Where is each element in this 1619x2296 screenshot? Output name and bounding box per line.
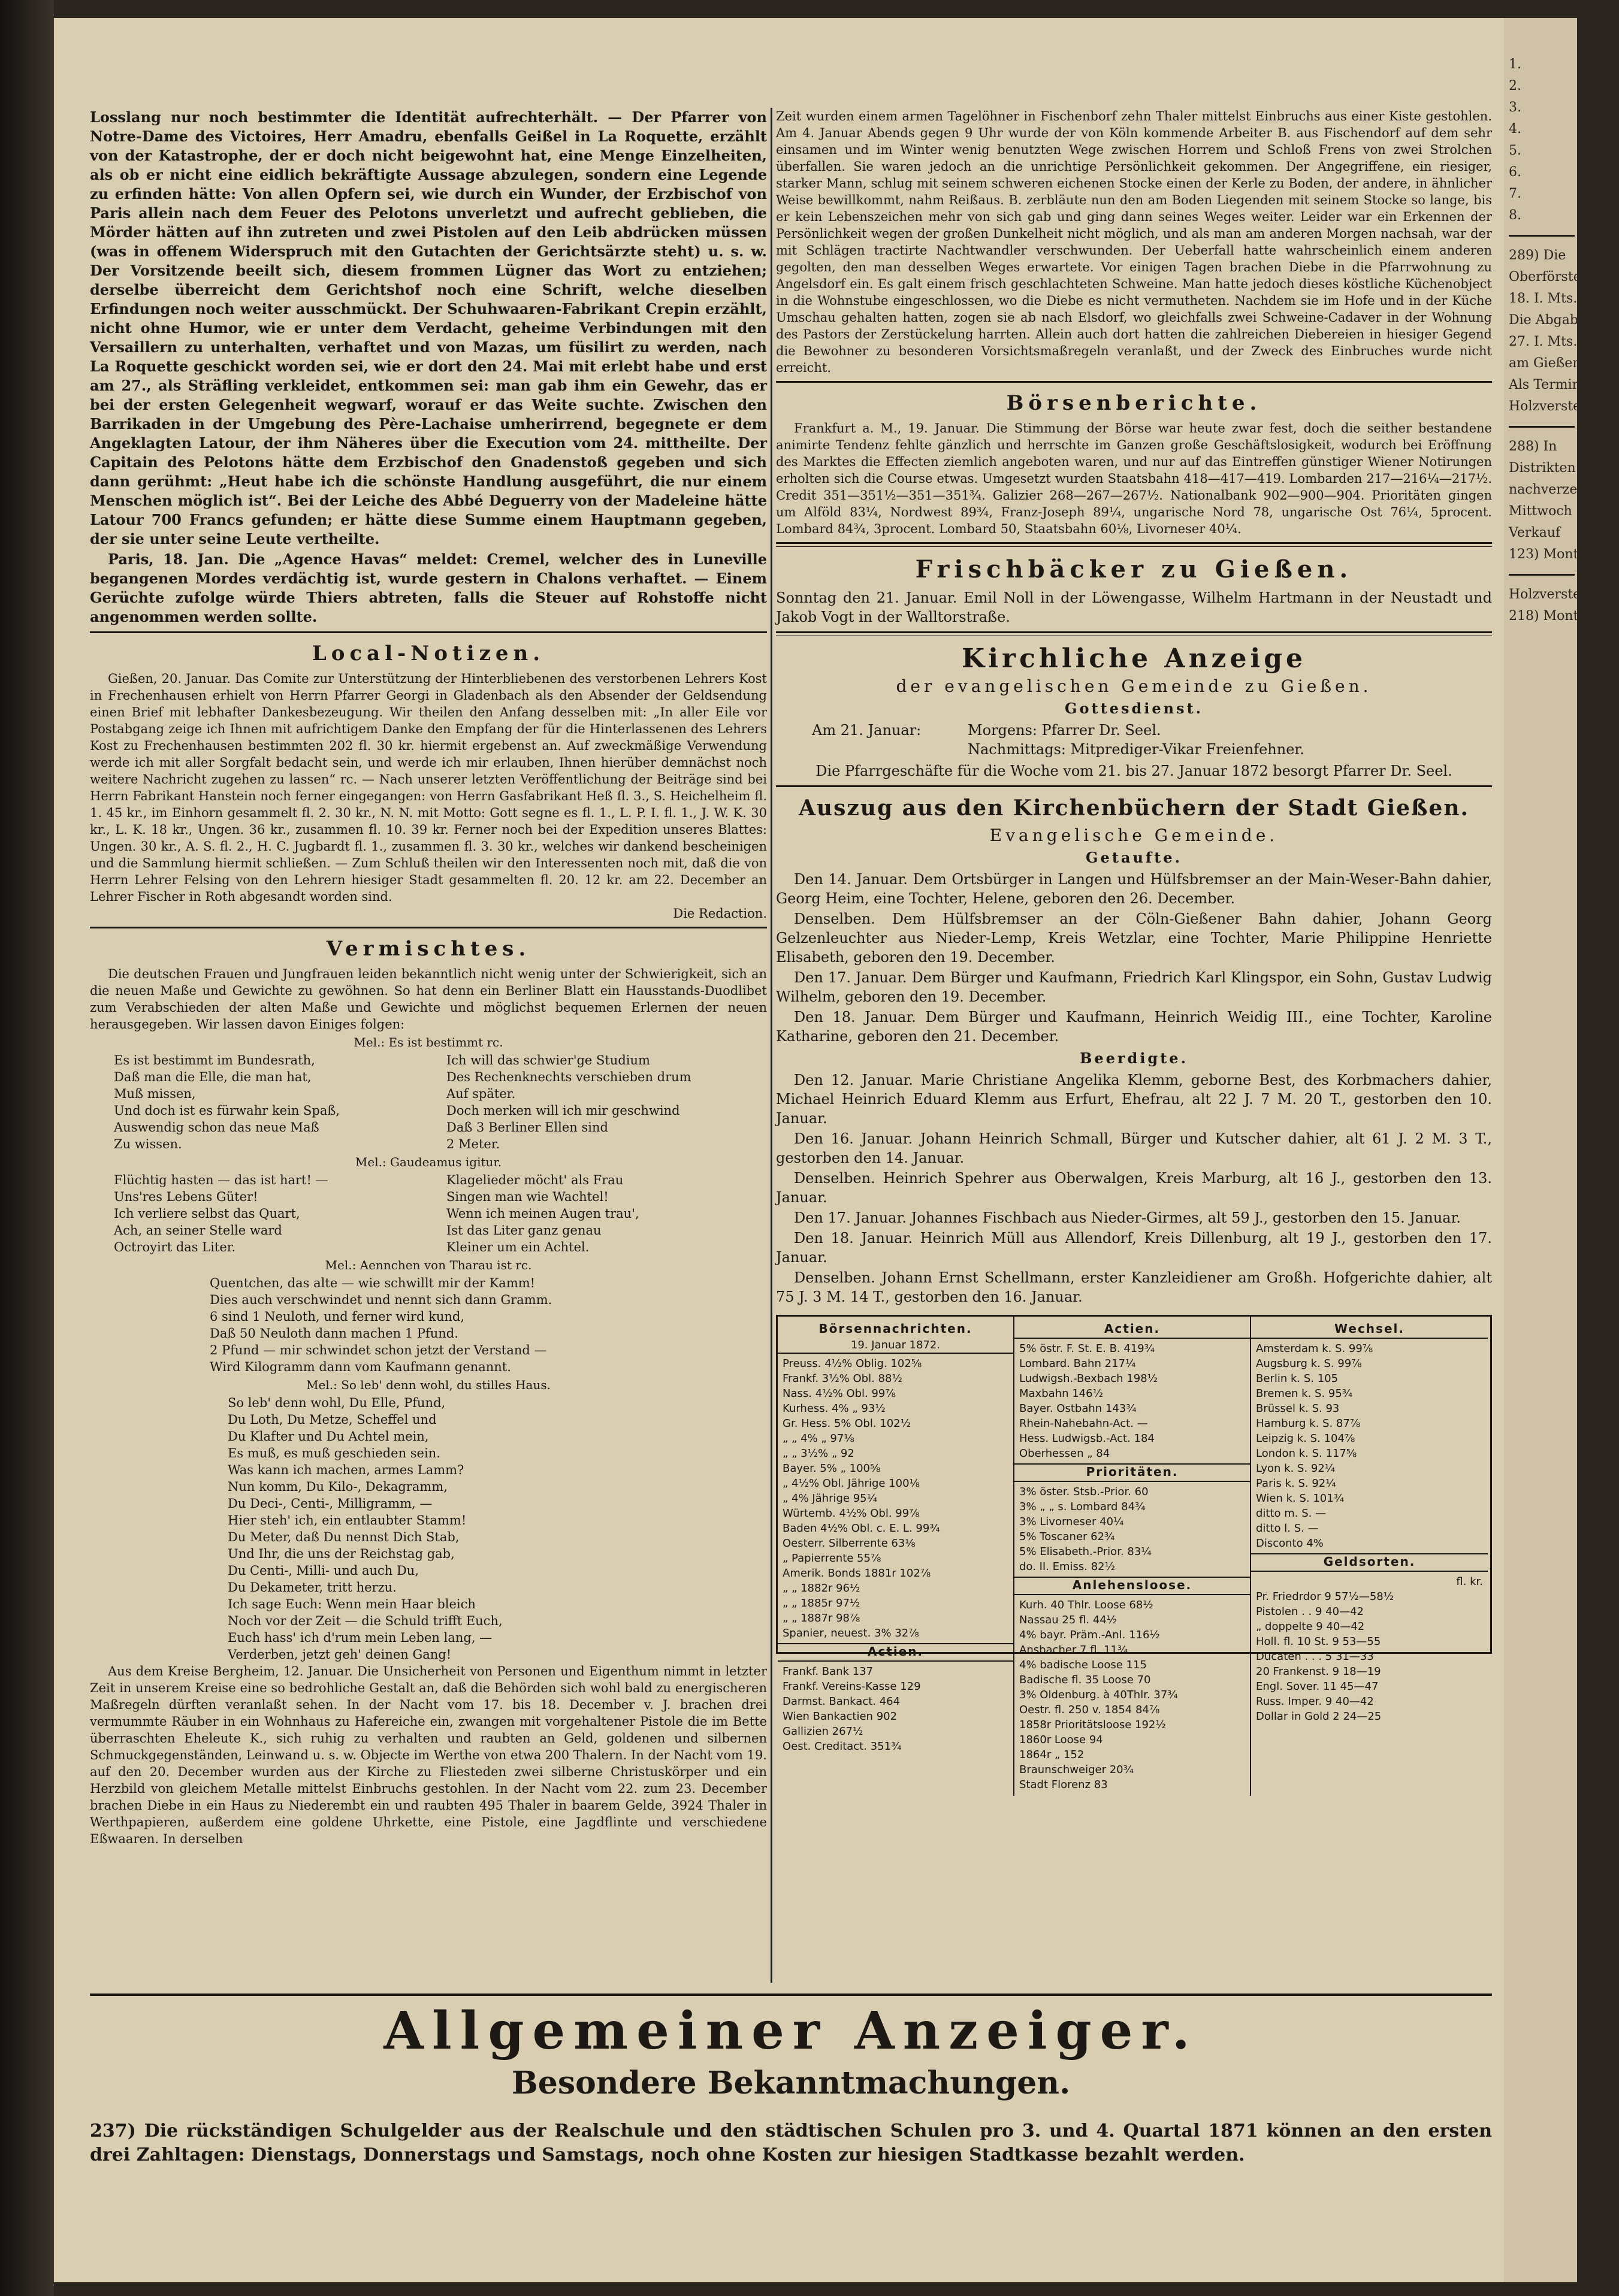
bond-quote: „ „ 1885r 97½ (783, 1597, 860, 1610)
bond-quote: Oesterr. Silberrente 63⅛ (783, 1537, 916, 1550)
priority-quote: do. II. Emiss. 82½ (1019, 1560, 1116, 1573)
railway-quote: Maxbahn 146½ (1019, 1387, 1104, 1400)
share-quote: Frankf. Bank 137 (783, 1665, 874, 1678)
bond-quote: „ 4% Jährige 95¼ (783, 1492, 878, 1505)
railway-quote: Hess. Ludwigsb.-Act. 184 (1019, 1432, 1155, 1445)
lottery-loan-quote: Nassau 25 fl. 44½ (1019, 1614, 1117, 1626)
church-notice-subtitle: der evangelischen Gemeinde zu Gießen. (896, 676, 1372, 696)
poem-line: Nun komm, Du Kilo-, Dekagramm, (228, 1480, 448, 1494)
lottery-loan-quote: Ansbacher 7 fl. 11¾ (1019, 1644, 1128, 1656)
edge-fragment: Holzversteig. (1509, 399, 1598, 414)
poem-line: Singen man wie Wachtel! (446, 1190, 609, 1204)
service-morning: Morgens: Pfarrer Dr. Seel. (968, 722, 1161, 739)
edge-fragment: 8. (1509, 208, 1521, 223)
local-news-heading: Local-Notizen. (312, 642, 545, 665)
church-registers-heading: Auszug aus den Kirchenbüchern der Stadt Gießen. (798, 795, 1470, 821)
bond-quote: „ 4½% Obl. Jährige 100⅛ (783, 1477, 920, 1490)
market-date: 19. Januar 1872. (778, 1338, 1013, 1354)
coin-rate: Dollar in Gold 2 24—25 (1256, 1710, 1382, 1723)
poem-line: Du Loth, Du Metze, Scheffel und (228, 1412, 437, 1427)
lottery-loan-quote: 4% badische Loose 115 (1019, 1659, 1147, 1671)
bakers-text: Sonntag den 21. Januar. Emil Noll in der Löwengasse, Wilhelm Hartmann in der Neustadt und Jakob Vogt in der Walltorstraße. (776, 589, 1492, 625)
baptism-entry: Denselben. Dem Hülfsbremser an der Cöln-Gießener Bahn dahier, Johann Georg Gelzenleuchter aus Nieder-Lemp, Kreis Wetzlar, eine Tochter, Marie Philippine Henriette Elisabeth, geboren den 19. December. (776, 910, 1492, 966)
poem-line: So leb' denn wohl, Du Elle, Pfund, (228, 1396, 446, 1410)
edge-fragment: 4. (1509, 122, 1521, 137)
lottery-loan-quote: 4% bayr. Präm.-Anl. 116½ (1019, 1629, 1160, 1641)
poem-line: Und Ihr, die uns der Reichstag gab, (228, 1547, 455, 1561)
market-table (776, 1315, 1492, 1791)
coin-rate: Engl. Sover. 11 45—47 (1256, 1680, 1379, 1693)
market-heading: Actien. (1014, 1321, 1250, 1339)
railway-quote: Lombard. Bahn 217¼ (1019, 1357, 1136, 1370)
exchange-rate: Disconto 4% (1256, 1537, 1324, 1550)
bond-quote: Preuss. 4½% Oblig. 102⅝ (783, 1357, 922, 1370)
book-binding (0, 0, 54, 2296)
priority-quote: 3% Livorneser 40¼ (1019, 1515, 1124, 1528)
burial-entry: Denselben. Johann Ernst Schellmann, erster Kanzleidiener am Großh. Hofgerichte dahier, alt 75 J. 3 M. 14 T., gestorben den 16. Januar. (776, 1269, 1492, 1305)
melody-label: Mel.: Es ist bestimmt rc. (354, 1035, 503, 1049)
exchange-rate: Paris k. S. 92¼ (1256, 1477, 1336, 1490)
railway-quote: Oberhessen „ 84 (1019, 1447, 1110, 1460)
poem-line: Auswendig schon das neue Maß (114, 1120, 319, 1135)
school-fee-notice: 237) Die rückständigen Schulgelder aus der Realschule und den städtischen Schulen pro 3. und 4. Quartal 1871 können an den ersten drei Zahltagen: Dienstags, Donnerstags und Samstags, noch ohne Kosten zur hiesigen Stadtkasse bezahlt werden. (90, 2120, 1492, 2165)
edge-fragment: Mittwoch (1509, 504, 1572, 519)
market-heading: Börsennachrichten. (818, 1321, 972, 1336)
market-column-shares (1014, 1317, 1251, 1796)
poem-line: Uns'res Lebens Güter! (114, 1190, 258, 1204)
exchange-list (1256, 1341, 1483, 1551)
service-preachers (968, 721, 1304, 759)
section-divider (776, 785, 1492, 787)
edge-fragment: 27. I. Mts. am (1509, 334, 1602, 349)
poem-line: 6 sind 1 Neuloth, und ferner wird kund, (210, 1309, 465, 1324)
advertiser-section (90, 1989, 1492, 2185)
advertiser-heading: Allgemeiner Anzeiger. (383, 2001, 1198, 2061)
burial-entry: Den 16. Januar. Johann Heinrich Schmall, Bürger und Kutscher dahier, alt 61 J. 2 M. 3 T., gestorben den 14. Januar. (776, 1130, 1492, 1166)
service-schedule (812, 721, 1492, 759)
poem-line: Hier steh' ich, ein entlaubter Stamm! (228, 1513, 467, 1527)
edge-fragment: 289) Die (1509, 248, 1566, 263)
edge-fragment: Holzversteig. (1509, 587, 1598, 602)
coin-rate: „ doppelte 9 40—42 (1256, 1620, 1365, 1633)
paris-news-paragraph: Paris, 18. Jan. Die „Agence Havas“ meldet: Cremel, welcher des in Luneville begangenen Mordes verdächtig ist, wurde gestern in Chalons verhaftet. — Einem Gerüchte zufolge würde Thiers abtreten, falls die Steuer auf Rohstoffe nicht angenommen werden sollte. (90, 550, 767, 625)
poem-line: Klagelieder möcht' als Frau (446, 1173, 624, 1187)
edge-fragment: Distrikten (1509, 461, 1576, 476)
coin-list (1256, 1589, 1483, 1724)
poem-line: Ich sage Euch: Wenn mein Haar bleich (228, 1597, 476, 1611)
bond-quote: „ „ 1887r 98⅞ (783, 1612, 860, 1625)
poem-line: Quentchen, das alte — wie schwillt mir der Kamm! (210, 1276, 536, 1290)
coin-rate: Pr. Friedrdor 9 57½—58½ (1256, 1590, 1394, 1603)
service-afternoon: Nachmittags: Mitprediger-Vikar Freienfehner. (968, 741, 1304, 758)
poem-line: Ich will das schwier'ge Studium (446, 1053, 650, 1067)
lottery-loan-quote: 1864r „ 152 (1019, 1749, 1085, 1761)
lottery-loan-quote: Oestr. fl. 250 v. 1854 84⅞ (1019, 1704, 1160, 1716)
poem-line: Ist das Liter ganz genau (446, 1223, 602, 1238)
exchange-rate: ditto l. S. — (1256, 1522, 1319, 1535)
poem-line: Zu wissen. (114, 1137, 182, 1151)
bond-quote: „ „ 1882r 96½ (783, 1582, 860, 1595)
lottery-loan-quote: Badische fl. 35 Loose 70 (1019, 1674, 1151, 1686)
newspaper-page (54, 18, 1504, 2282)
priority-list (1019, 1484, 1245, 1574)
poem-line: Es ist bestimmt im Bundesrath, (114, 1053, 315, 1067)
local-news-text: Gießen, 20. Januar. Das Comite zur Unterstützung der Hinterbliebenen des verstorbenen Lehrers Kost in Frechenhausen erhielt von Herrn Pfarrer Georgi in Gladenbach als den Absender der Geldsendung einen Brief mit lebhafter Dankesbezeugung. Wir theilen den Anfang desselben mit: „In aller Eile vor Postabgang zeige ich Ihnen mit aufrichtigem Danke den Empfang der für die Hinterlassenen des Lehrers Kost zu Frechenhausen bestimmten 202 fl. 30 kr. hiermit ergebenst an. Auf zweckmäßige Verwendung werde ich mit aller Sorgfalt bedacht sein, und werde ich mir erlauben, Ihnen hierüber demnächst noch weitere Nachricht zugehen zu lassen“ rc. — Nach unserer letzten Veröffentlichung der Beiträge sind bei Herrn Fabrikant Hanstein noch ferner eingegangen: von Herrn Gasfabrikant Heß fl. 3., S. Heichelheim fl. 1. 45 kr., im Einhorn gesammelt fl. 2. 30 kr., N. N. mit Motto: Gott segne es fl. 1., L. P. I. fl. 1., J. W. K. 30 kr., L. K. 18 kr., Ungen. 36 kr., zusammen fl. 10. 39 kr. Ferner noch bei der Expedition unseres Blattes: Ungen. 30 kr., A. S. fl. 2., H. C. Jugbardt fl. 1., zusammen fl. 3. 30 kr., welches wir dankend bescheinigen und die Sammlung hiermit schließen. — Zum Schluß theilen wir den Interessenten noch mit, daß die von Herrn Lehrer Felsing von den Lehrern hiesiger Stadt gesammelten fl. 20. 12 kr. am 22. December an Lehrer Fischer in Roth abgesandt worden sind. (90, 671, 767, 904)
share-quote: Oest. Creditact. 351¾ (783, 1740, 902, 1753)
exchange-rate: Hamburg k. S. 87⅞ (1256, 1417, 1361, 1430)
church-registers-subtitle: Evangelische Gemeinde. (989, 825, 1279, 845)
railway-quote: Rhein-Nahebahn-Act. — (1019, 1417, 1148, 1430)
section-divider (776, 542, 1492, 547)
poem-line: Dies auch verschwindet und nennt sich dann Gramm. (210, 1293, 552, 1307)
exchange-rate: ditto m. S. — (1256, 1507, 1327, 1520)
poem-line: Des Rechenknechts verschieben drum (446, 1070, 691, 1084)
lottery-loan-quote: Braunschweiger 20¾ (1019, 1763, 1134, 1776)
parish-duty-note: Die Pfarrgeschäfte für die Woche vom 21. bis 27. Januar 1872 besorgt Pfarrer Dr. Seel. (815, 763, 1452, 779)
section-divider (90, 631, 767, 633)
coin-rate: 20 Frankenst. 9 18—19 (1256, 1665, 1381, 1678)
bond-quote: Kurhess. 4% „ 93½ (783, 1402, 886, 1415)
left-column (90, 108, 767, 1847)
priority-quote: 3% „ „ s. Lombard 84¾ (1019, 1501, 1146, 1513)
poem-stanza-4 (228, 1394, 767, 1663)
exchange-rate: Augsburg k. S. 99⅞ (1256, 1357, 1362, 1370)
burial-entry: Den 12. Januar. Marie Christiane Angelika Klemm, geborne Best, des Korbmachers dahier, Michael Heinrich Eduard Klemm aus Erfurt, Ehefrau, alt 22 J. 7 M. 20 T., gestorben den 10. Januar. (776, 1072, 1492, 1127)
burials-heading: Beerdigte. (1080, 1049, 1188, 1067)
market-subheading: Actien. (778, 1643, 1013, 1662)
announcements-heading: Besondere Bekanntmachungen. (511, 2065, 1071, 2101)
edge-fragment: am Gießen (1509, 356, 1581, 371)
adjacent-page-edge (1504, 18, 1619, 2282)
miscellaneous-heading: Vermischtes. (326, 937, 531, 961)
edge-fragment: 218) Montag (1509, 609, 1595, 624)
bond-quote: Baden 4½% Obl. c. E. L. 99¾ (783, 1522, 940, 1535)
edge-divider (1509, 426, 1575, 428)
lottery-loan-quote: Stadt Florenz 83 (1019, 1778, 1108, 1791)
market-subheading: Geldsorten. (1251, 1553, 1488, 1572)
poem-line: Auf später. (446, 1087, 516, 1101)
bond-quote: „ Papierrente 55⅞ (783, 1552, 881, 1565)
poem-column-right (446, 1172, 767, 1256)
market-subheading: Prioritäten. (1014, 1463, 1250, 1482)
lottery-loan-quote: 1858r Prioritätsloose 192½ (1019, 1719, 1166, 1731)
edge-fragment: 123) Montag (1509, 547, 1595, 562)
poem-line: Doch merken will ich mir geschwind (446, 1103, 680, 1118)
exchange-rate: Leipzig k. S. 104⅞ (1256, 1432, 1355, 1445)
poem-stanza-3 (210, 1275, 767, 1375)
poem-line: Du Centi-, Milli- und auch Du, (228, 1563, 419, 1578)
local-news-signature: Die Redaction. (673, 906, 767, 921)
edge-fragment: nachverzeichnet (1509, 482, 1619, 497)
poem-line: Es muß, es muß geschieden sein. (228, 1446, 440, 1460)
edge-divider (1509, 574, 1575, 576)
poem-line: Du Deci-, Centi-, Milligramm, — (228, 1496, 433, 1511)
burial-entry: Den 17. Januar. Johannes Fischbach aus Nieder-Girmes, alt 59 J., gestorben den 15. Januar. (794, 1209, 1461, 1226)
bond-quote: Spanier, neuest. 3% 32⅞ (783, 1627, 919, 1639)
melody-label: Mel.: Aennchen von Tharau ist rc. (325, 1258, 532, 1272)
adjacent-page-fragments (1509, 54, 1619, 627)
poem-line: Du Dekameter, tritt herzu. (228, 1580, 397, 1595)
baptism-entry: Den 17. Januar. Dem Bürger und Kaufmann, Friedrich Karl Klingspor, ein Sohn, Gustav Ludwig Wilhelm, geboren den 19. December. (776, 969, 1492, 1005)
poem-line: Octroyirt das Liter. (114, 1240, 236, 1254)
baptism-entry: Den 18. Januar. Dem Bürger und Kaufmann, Heinrich Weidig III., eine Tochter, Karoline Katharine, geboren den 21. December. (776, 1009, 1492, 1045)
poem-line: Daß 50 Neuloth dann machen 1 Pfund. (210, 1326, 458, 1341)
edge-fragment: 18. I. Mts. in (1509, 291, 1594, 306)
bond-quote: Bayer. 5% „ 100⅝ (783, 1462, 881, 1475)
section-divider (776, 631, 1492, 636)
edge-fragment: Die Abgabe (1509, 313, 1586, 328)
share-quote: Darmst. Bankact. 464 (783, 1695, 901, 1708)
bond-list (783, 1356, 1008, 1641)
right-column (776, 108, 1492, 1791)
lottery-loan-quote: Kurh. 40 Thlr. Loose 68½ (1019, 1599, 1153, 1611)
exchange-rate: London k. S. 117⅝ (1256, 1447, 1357, 1460)
poem-line: Wird Kilogramm dann vom Kaufmann genannt. (210, 1360, 511, 1374)
stock-report-heading: Börsenberichte. (1006, 391, 1262, 415)
exchange-rate: Bremen k. S. 95¾ (1256, 1387, 1353, 1400)
coin-unit-header: fl. kr. (1456, 1575, 1483, 1588)
priority-quote: 3% öster. Stsb.-Prior. 60 (1019, 1486, 1149, 1498)
railway-quote: 5% östr. F. St. E. B. 419¾ (1019, 1342, 1155, 1355)
exchange-rate: Lyon k. S. 92¼ (1256, 1462, 1336, 1475)
poem-stanza-1 (114, 1052, 767, 1152)
bond-quote: Frankf. 3½% Obl. 88½ (783, 1372, 902, 1385)
poem-line: Noch vor der Zeit — die Schuld trifft Euch, (228, 1614, 503, 1628)
coin-rate: Holl. fl. 10 St. 9 53—55 (1256, 1635, 1381, 1648)
edge-fragment: Als Termin (1509, 377, 1581, 392)
lottery-loan-list (1019, 1598, 1245, 1792)
service-heading: Gottesdienst. (1064, 700, 1204, 717)
section-divider (90, 1994, 1492, 1996)
service-date: Am 21. Januar: (812, 722, 922, 739)
poem-line: 2 Pfund — mir schwindet schon jetzt der Verstand — (210, 1343, 547, 1357)
railway-quote: Bayer. Ostbahn 143¾ (1019, 1402, 1137, 1415)
edge-fragment: 7. (1509, 186, 1521, 201)
poem-line: Ich verliere selbst das Quart, (114, 1206, 300, 1221)
market-column-stocks (778, 1317, 1014, 1796)
poem-line: Daß 3 Berliner Ellen sind (446, 1120, 608, 1135)
market-subheading: Anlehensloose. (1014, 1577, 1250, 1595)
column-divider (771, 108, 772, 1983)
market-column-exchange (1251, 1317, 1488, 1796)
robbery-report-continuation: Zeit wurden einem armen Tagelöhner in Fischenborf zehn Thaler mittelst Einbruchs aus einer Kiste gestohlen. Am 4. Januar Abends gegen 9 Uhr wurde der von Köln kommende Arbeiter B. aus Fischendorf auf dem sehr einsamen und im Winter wenig benutzten Wege zwischen Horrem und Schloß Frens von zwei Strolchen überfallen. Sie waren jedoch an die unrichtige Persönlichkeit gekommen. Der Angegriffene, ein riesiger, starker Mann, schlug mit seinem schweren eichenen Stocke einen der Kerle zu Boden, der andere, in ähnlicher Weise bewillkommt, nahm Reißaus. B. zerbläute nun den am Boden Liegenden mit seinem Stocke so lange, bis er kein Lebenszeichen mehr von sich gab und ging dann seines Weges weiter. Leider war ein Erkennen der Persönlichkeit wegen der großen Dunkelheit nicht möglich, und als man am anderen Morgen nachsah, war der mit Schlägen tractirte Nachtwandler verschwunden. Der Ueberfall hatte wahrscheinlich einem anderen gegolten, den man desselben Weges erwartete. Vor einigen Tagen brachen Diebe in die Pfarrwohnung zu Angelsdorf ein. Es galt einem frisch geschlachteten Schweine. Man hatte jedoch dieses köstliche Küchenobject in die Wohnstube eingeschlossen, wo die Diebe es nicht vermutheten. Nachdem sie im Hofe und in der Küche Umschau gehalten hatten, zogen sie ab nach Elsdorf, wo gleichfalls zwei Schweine-Cadaver in der Wohnung des Pastors der Zerstückelung harrten. Allein auch dort hatten die zahlreichen Diebereien in hiesiger Gegend die Bewohner zu besonderen Vorsichtsmaßregeln veranlaßt, und der Zweck des Einbruches wurde nicht erreicht. (776, 109, 1492, 375)
poem-line: Euch hass' ich d'rum mein Leben lang, — (228, 1631, 493, 1645)
poem-line: Verderben, jetzt geh' deinen Gang! (228, 1647, 452, 1662)
edge-fragment: Oberförsterei (1509, 270, 1600, 285)
bergheim-report: Aus dem Kreise Bergheim, 12. Januar. Die Unsicherheit von Personen und Eigenthum nimmt in letzter Zeit in unserem Kreise eine so bedrohliche Gestalt an, daß die Behörden sich wohl bald zu energischeren Maßregeln dürften veranlaßt sehen. In der Nacht vom 17. bis 18. December v. J. brachen drei vermummte Räuber in ein Wohnhaus zu Hafereiche ein, zwangen mit vorgehaltener Pistole die im Bette überraschten Eheleute K., sich ruhig zu verhalten und raubten an Geld, goldenen und silbernen Schmuckgegenständen, Leinwand u. s. w. Objecte im Werthe von etwa 200 Thalern. In der Nacht vom 19. auf den 20. December wurden aus der Kirche zu Fliesteden zwei silberne Christuskörper und ein Herzbild von gleichem Metalle mittelst Einbruchs gestohlen. In der Nacht vom 22. zum 23. December brachen Diebe in ein Haus zu Niederembt ein und raubten 495 Thaler in baarem Gelde, 3924 Thaler in Werthpapieren, außerdem eine goldene Uhrkette, eine Pistole, eine Jagdflinte und verschiedene Eßwaaren. In derselben (90, 1664, 767, 1846)
poem-line: Daß man die Elle, die man hat, (114, 1070, 312, 1084)
church-notice-heading: Kirchliche Anzeige (961, 643, 1307, 674)
section-divider (776, 381, 1492, 383)
edge-fragment: 3. (1509, 100, 1521, 115)
poem-line: Kleiner um ein Achtel. (446, 1240, 590, 1254)
trial-report-paragraph: Losslang nur noch bestimmter die Identität aufrechterhält. — Der Pfarrer von Notre-Dame des Victoires, Herr Amadru, ebenfalls Geißel in La Roquette, erzählt von der Katastrophe, der er doch nicht beigewohnt hat, eine Menge Einzelheiten, als ob er nicht eine eidlich bekräftigte Aussage abzulegen, sondern eine Legende zu erfinden hätte: Von allen Opfern sei, wie durch ein Wunder, der Erzbischof von Paris allein nach dem Feuer des Pelotons unverletzt und aufrecht geblieben, die Mörder hätten auf ihn zutreten und zwei Pistolen auf den Leib abdrücken müssen (was in offenem Widerspruch mit den Gutachten der Gerichtsärzte steht) u. s. w. Der Vorsitzende beeilt sich, diesem frommen Lügner das Wort zu entziehen; derselbe überreicht dem Gerichtshof noch eine Schrift, welche dieselben Erfindungen noch weiter ausschmückt. Der Schuhwaaren-Fabrikant Crepin erzählt, nicht ohne Humor, wie er unter dem Verdacht, geheime Verbindungen mit den Versaillern zu unterhalten, verhaftet und von Mazas, um füsilirt zu werden, nach La Roquette geschickt worden sei, wie er dort den 24. Mai mit erlebt habe und erst am 27., als Sträfling verkleidet, entkommen sei: man gab ihm ein Gewehr, das er bei der ersten Gelegenheit wegwarf, worauf er das Weite suchte. Zwischen den Barrikaden in der Umgebung des Père-Lachaise umherirrend, begegnete er dem Angeklagten Latour, der ihm Näheres über die Execution vom 24. mittheilte. Der Capitain des Pelotons hätte dem Erzbischof den Gnadenstoß gegeben und sich dann gerühmt: „Heut habe ich die schönste Handlung ausgeführt, die nur einem Menschen möglich ist“. Bei der Leiche des Abbé Deguerry von der Madeleine hätte Latour 700 Francs gefunden; er hätte diese Summe einem Hauptmann gegeben, der sie unter seine Leute vertheilte. (90, 108, 767, 547)
priority-quote: 5% Elisabeth.-Prior. 83¼ (1019, 1545, 1152, 1558)
edge-fragment: 5. (1509, 143, 1521, 158)
burial-entry: Den 18. Januar. Heinrich Müll aus Allendorf, Kreis Dillenburg, alt 19 J., gestorben den 17. Januar. (776, 1230, 1492, 1266)
melody-label: Mel.: Gaudeamus igitur. (355, 1155, 502, 1169)
railway-quote: Ludwigsh.-Bexbach 198½ (1019, 1372, 1158, 1385)
edge-fragment: 1. (1509, 57, 1521, 72)
bond-quote: „ „ 4% „ 97⅛ (783, 1432, 854, 1445)
bond-quote: Würtemb. 4½% Obl. 99⅞ (783, 1507, 920, 1520)
exchange-rate: Wien k. S. 101¾ (1256, 1492, 1345, 1505)
poem-column-left (114, 1052, 434, 1152)
market-heading: Wechsel. (1251, 1321, 1488, 1339)
share-quote: Gallizien 267½ (783, 1725, 863, 1738)
edge-fragment: 6. (1509, 165, 1521, 180)
section-divider (90, 927, 767, 928)
miscellaneous-intro: Die deutschen Frauen und Jungfrauen leiden bekanntlich nicht wenig unter der Schwierigkeit, sich an die neuen Maße und Gewichte zu gewöhnen. So hat denn ein Berliner Blatt ein Hausstands-Duodlibet zum Verabschieden der alten Maße und Gewichte und möglichst bequemen Erlernen der neuen herausgegeben. Wir lassen davon Einiges folgen: (90, 967, 767, 1031)
edge-fragment: 288) In (1509, 439, 1557, 454)
exchange-rate: Berlin k. S. 105 (1256, 1372, 1339, 1385)
poem-line: Was kann ich machen, armes Lamm? (228, 1463, 464, 1477)
edge-divider (1509, 235, 1575, 237)
exchange-rate: Amsterdam k. S. 99⅞ (1256, 1342, 1373, 1355)
poem-line: Du Meter, daß Du nennst Dich Stab, (228, 1530, 460, 1544)
edge-fragment: 2. (1509, 78, 1521, 93)
bond-quote: Nass. 4½% Obl. 99⅞ (783, 1387, 896, 1400)
priority-quote: 5% Toscaner 62¾ (1019, 1530, 1115, 1543)
poem-column-left (114, 1172, 434, 1256)
bakers-heading: Frischbäcker zu Gießen. (915, 555, 1353, 583)
bond-quote: „ „ 3½% „ 92 (783, 1447, 854, 1460)
poem-line: Ach, an seiner Stelle ward (114, 1223, 282, 1238)
baptism-entry: Den 14. Januar. Dem Ortsbürger in Langen und Hülfsbremser an der Main-Weser-Bahn dahier, Georg Heim, eine Tochter, Helene, geboren den 26. December. (776, 871, 1492, 907)
poem-column-right (446, 1052, 767, 1152)
share-list (783, 1664, 1008, 1754)
railway-share-list (1019, 1341, 1245, 1461)
burial-entry: Denselben. Heinrich Spehrer aus Oberwalgen, Kreis Marburg, alt 16 J., gestorben den 13. Januar. (776, 1170, 1492, 1206)
baptisms-heading: Getaufte. (1086, 849, 1182, 866)
lottery-loan-quote: 1860r Loose 94 (1019, 1734, 1103, 1746)
edge-fragment: Verkauf (1509, 525, 1561, 540)
bond-quote: Gr. Hess. 5% Obl. 102½ (783, 1417, 911, 1430)
share-quote: Frankf. Vereins-Kasse 129 (783, 1680, 921, 1693)
poem-line: Du Klafter und Du Achtel mein, (228, 1429, 429, 1444)
coin-rate: Ducaten . . . 5 31—33 (1256, 1650, 1374, 1663)
lottery-loan-quote: 3% Oldenburg. à 40Thlr. 37¾ (1019, 1689, 1178, 1701)
poem-line: Flüchtig hasten — das ist hart! — (114, 1173, 328, 1187)
poem-line: Muß missen, (114, 1087, 196, 1101)
melody-label: Mel.: So leb' denn wohl, du stilles Haus. (306, 1378, 551, 1392)
bond-quote: Amerik. Bonds 1881r 102⅞ (783, 1567, 931, 1580)
coin-rate: Russ. Imper. 9 40—42 (1256, 1695, 1374, 1708)
coin-rate: Pistolen . . 9 40—42 (1256, 1605, 1364, 1618)
stock-report-text: Frankfurt a. M., 19. Januar. Die Stimmung der Börse war heute zwar fest, doch die seither bestandene animirte Tendenz fehlte gänzlich und herrschte im Ganzen große Geschäftslosigkeit, wodurch bei Eröffnung des Marktes die Effecten ziemlich angeboten waren, und nur auf das Eintreffen günstiger Wiener Notirungen erholten sich die Course etwas. Umgesetzt wurden Staatsbahn 418—417—419. Lombarden 217—216¼—217½. Credit 351—351½—351—351¾. Galizier 268—267—267½. Nationalbank 902—900—904. Prioritäten gingen um Alföld 83¼, Nordwest 89¾, Franz-Joseph 89¼, ungarische Nord 78, ungarische Ost 76¼, 5procent. Lombard 84¾, 3procent. Lombard 50, Staatsbahn 60⅛, Livorneser 40¼. (776, 421, 1492, 536)
poem-line: Wenn ich meinen Augen trau', (446, 1206, 639, 1221)
share-quote: Wien Bankactien 902 (783, 1710, 898, 1723)
poem-stanza-2 (114, 1172, 767, 1256)
poem-line: Und doch ist es fürwahr kein Spaß, (114, 1103, 340, 1118)
exchange-rate: Brüssel k. S. 93 (1256, 1402, 1340, 1415)
poem-line: 2 Meter. (446, 1137, 500, 1151)
